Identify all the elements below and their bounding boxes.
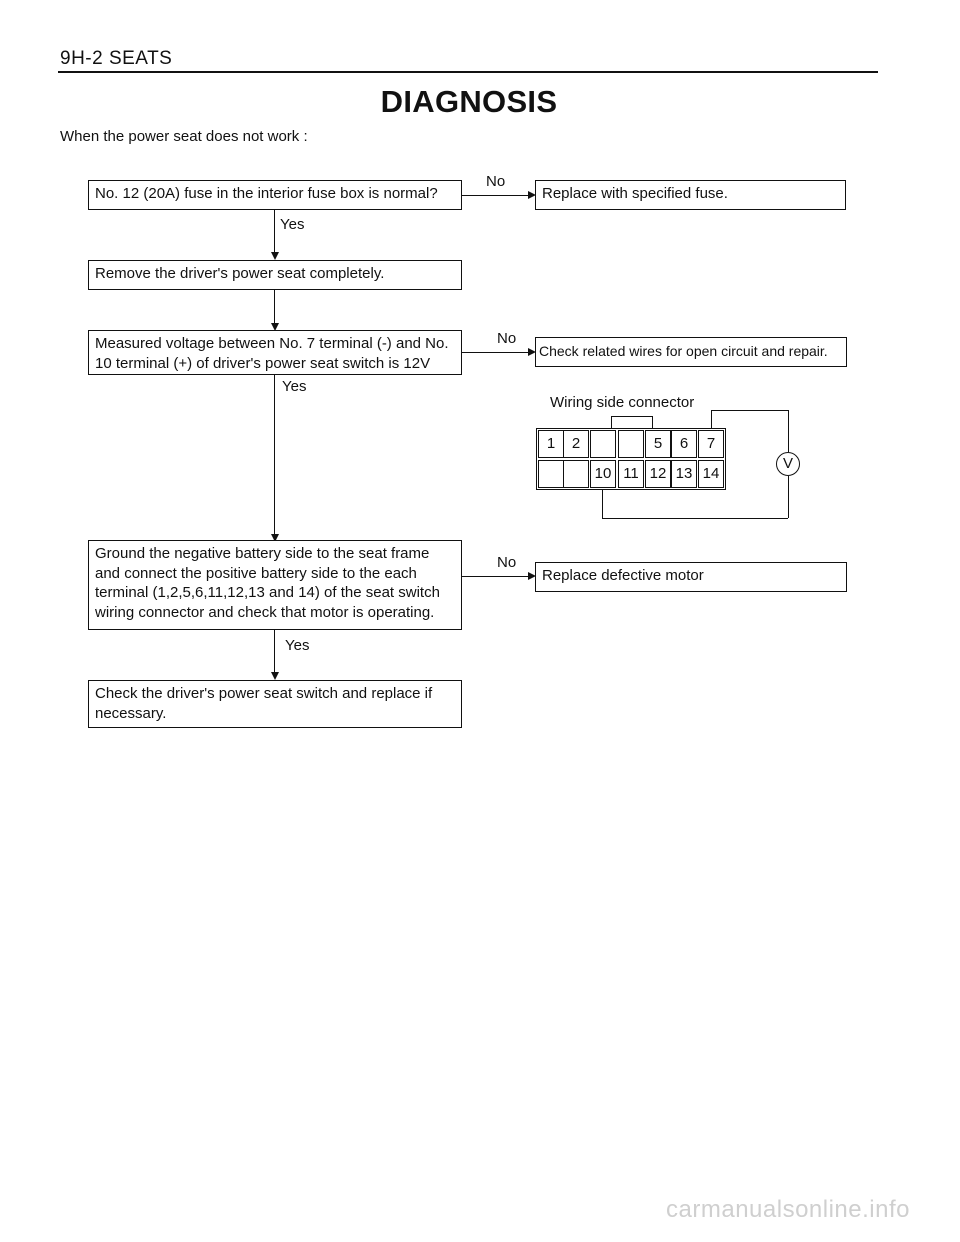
connector-pin: 14 (698, 460, 724, 488)
page-section-header: 9H-2 SEATS (60, 48, 173, 69)
meter-lead-right-lower (788, 476, 789, 518)
step4-no-connector (462, 576, 528, 577)
step4-box (88, 540, 462, 630)
connector-pin: 10 (590, 460, 616, 488)
step4-no-text: Replace defective motor (542, 567, 704, 584)
connector-title: Wiring side connector (550, 394, 695, 411)
step3-box (88, 330, 462, 375)
step4-no-label: No (497, 554, 517, 571)
step1-yes-label: Yes (280, 216, 305, 233)
step3-no-connector (462, 352, 528, 353)
step3-yes-label: Yes (282, 378, 307, 395)
connector-pin (590, 430, 616, 458)
page-title: DIAGNOSIS (380, 84, 558, 119)
step1-box (88, 180, 462, 210)
step2-connector (274, 290, 275, 326)
voltmeter-icon: V (776, 452, 800, 476)
connector-pin: 11 (618, 460, 644, 488)
connector-pin: 7 (698, 430, 724, 458)
connector-pin: 6 (671, 430, 697, 458)
connector-pin: 13 (671, 460, 697, 488)
connector-pin: 1 (538, 430, 564, 458)
step4-yes-connector (274, 630, 275, 674)
intro-text: When the power seat does not work : (60, 128, 308, 145)
step5-box (88, 680, 462, 728)
connector-pin (618, 430, 644, 458)
watermark: carmanualsonline.info (666, 1196, 910, 1223)
step3-text: Measured voltage between No. 7 terminal (-) and No. 10 terminal (+) of driver's power seat switch is 12V (95, 335, 449, 372)
header-divider (58, 71, 878, 73)
meter-lead-right-upper (788, 410, 789, 452)
connector-pin: 5 (645, 430, 671, 458)
step1-no-box (535, 180, 846, 210)
connector-pin: 2 (563, 430, 589, 458)
step1-yes-connector (274, 210, 275, 254)
step4-text: Ground the negative battery side to the seat frame and connect the positive battery side to the each terminal (1,2,5,6,11,12,13 and 14) of the seat switch wiring connector and check that motor is operating. (95, 545, 440, 621)
step1-text: No. 12 (20A) fuse in the interior fuse box is normal? (95, 185, 438, 202)
step2-text: Remove the driver's power seat completely. (95, 265, 385, 282)
meter-lead-pin7 (711, 410, 712, 428)
step4-yes-label: Yes (285, 637, 310, 654)
connector-latch (611, 416, 653, 428)
meter-lead-pin10 (602, 490, 603, 518)
step5-text: Check the driver's power seat switch and replace if necessary. (95, 685, 433, 722)
step1-yes-arrow (271, 252, 279, 260)
step1-no-text: Replace with specified fuse. (542, 185, 728, 202)
step4-yes-arrow (271, 672, 279, 680)
step3-no-text: Check related wires for open circuit and repair. (539, 343, 828, 359)
meter-lead-top (711, 410, 788, 411)
step4-no-box (535, 562, 847, 592)
connector-pin: 12 (645, 460, 671, 488)
connector-pin (538, 460, 564, 488)
connector-pin (563, 460, 589, 488)
step3-yes-connector (274, 375, 275, 536)
step3-no-label: No (497, 330, 517, 347)
step1-no-connector (462, 195, 528, 196)
meter-lead-bottom (602, 518, 788, 519)
step2-box (88, 260, 462, 290)
step3-no-box (535, 337, 847, 367)
step1-no-label: No (486, 173, 506, 190)
